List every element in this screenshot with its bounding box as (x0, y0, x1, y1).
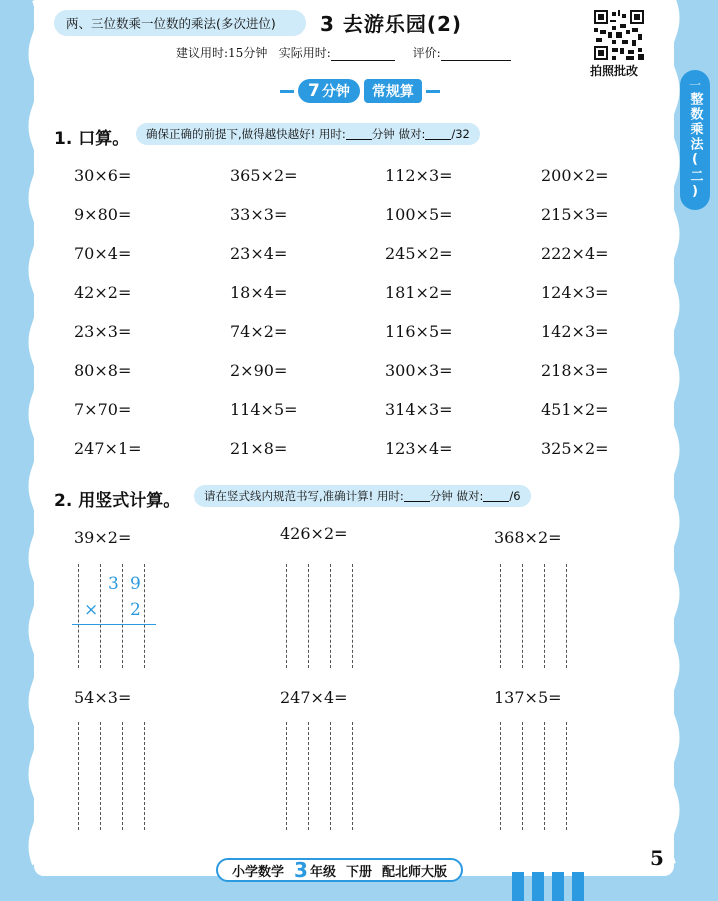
oral-calc-item[interactable]: 21×8= (230, 439, 288, 458)
vertical-work-area[interactable] (286, 722, 366, 830)
vertical-problem: 426×2= (280, 524, 348, 543)
vertical-work-area[interactable] (78, 722, 158, 830)
oral-calc-item[interactable]: 7×70= (74, 400, 132, 419)
oral-calc-item[interactable]: 112×3= (385, 166, 453, 185)
oral-calc-item[interactable]: 300×3= (385, 361, 453, 380)
vertical-problem: 137×5= (494, 688, 562, 707)
oral-calc-item[interactable]: 18×4= (230, 283, 288, 302)
oral-calc-item[interactable]: 451×2= (541, 400, 609, 419)
oral-calc-item[interactable]: 2×90= (230, 361, 288, 380)
oral-calc-item[interactable]: 80×8= (74, 361, 132, 380)
q2-time-blank[interactable] (404, 490, 430, 502)
oral-calc-item[interactable]: 74×2= (230, 322, 288, 341)
oral-calc-item[interactable]: 245×2= (385, 244, 453, 263)
q2-hint-text: 请在竖式线内规范书写,准确计算! 用时: (204, 489, 404, 503)
example-times-sign: × (84, 600, 99, 620)
q2-hint (194, 485, 531, 507)
footer-edition: 配北师大版 (381, 864, 447, 880)
suggested-time: 建议用时:15分钟 (176, 46, 268, 60)
example-digit: 9 (130, 574, 141, 594)
q1-hint-total: /32 (451, 127, 470, 141)
oral-calc-item[interactable]: 325×2= (541, 439, 609, 458)
wavy-border-left (28, 0, 42, 876)
rating-blank[interactable] (441, 48, 511, 61)
actual-time-blank[interactable] (331, 48, 395, 61)
side-tab-number: 一 (688, 78, 701, 92)
vertical-problem: 247×4= (280, 688, 348, 707)
vertical-work-area[interactable] (78, 564, 158, 668)
q2-hint-mid: 分钟 做对: (429, 489, 484, 503)
q1-hint (136, 123, 480, 145)
footer-subject: 小学数学 (232, 864, 285, 880)
oral-calc-item[interactable]: 9×80= (74, 205, 132, 224)
oral-calc-item[interactable]: 181×2= (385, 283, 453, 302)
example-digit: 3 (108, 574, 119, 594)
oral-calc-item[interactable]: 247×1= (74, 439, 142, 458)
q1-hint-mid: 分钟 做对: (371, 127, 426, 141)
qr-code-icon[interactable] (594, 10, 644, 60)
q2-hint-total: /6 (509, 489, 521, 503)
oral-calc-item[interactable]: 124×3= (541, 283, 609, 302)
footer-grade: 年级 (309, 864, 336, 880)
section-header (280, 78, 440, 104)
chapter-side-tab (680, 70, 710, 210)
oral-calc-item[interactable]: 42×2= (74, 283, 132, 302)
oral-calc-item[interactable]: 23×4= (230, 244, 288, 263)
oral-calc-item[interactable]: 70×4= (74, 244, 132, 263)
q2-score-blank[interactable] (483, 490, 509, 502)
vertical-work-area[interactable] (500, 722, 580, 830)
section-dash-left (280, 90, 294, 93)
oral-calc-item[interactable]: 116×5= (385, 322, 453, 341)
topic-text: 两、三位数乘一位数的乘法(多次进位) (66, 16, 276, 31)
vertical-work-area[interactable] (286, 564, 366, 668)
page-number: 5 (650, 846, 664, 870)
q2-title: 2. 用竖式计算。 (54, 491, 181, 511)
oral-calc-item[interactable]: 100×5= (385, 205, 453, 224)
oral-calc-item[interactable]: 114×5= (230, 400, 298, 419)
time-badge-number: 7 (308, 81, 320, 101)
wavy-border-right (666, 0, 680, 876)
oral-calc-item[interactable]: 218×3= (541, 361, 609, 380)
book-footer (216, 858, 463, 882)
oral-calc-item[interactable]: 33×3= (230, 205, 288, 224)
vertical-work-area[interactable] (500, 564, 580, 668)
oral-calc-item[interactable]: 142×3= (541, 322, 609, 341)
time-badge (298, 79, 360, 103)
lesson-title: 3 去游乐园(2) (320, 12, 463, 36)
example-rule (72, 624, 156, 625)
q1-title: 1. 口算。 (54, 129, 130, 149)
topic-pill (54, 10, 306, 36)
actual-time-label: 实际用时: (278, 46, 331, 60)
vertical-problem: 368×2= (494, 528, 562, 547)
oral-calc-item[interactable]: 200×2= (541, 166, 609, 185)
side-tab-text: 整数乘法(二) (687, 92, 703, 201)
oral-calc-item[interactable]: 215×3= (541, 205, 609, 224)
vertical-problem: 39×2= (74, 528, 132, 547)
vertical-problem: 54×3= (74, 688, 132, 707)
time-badge-unit: 分钟 (321, 84, 350, 100)
example-digit: 2 (130, 600, 141, 620)
section-dash-right (426, 90, 440, 93)
rating-label: 评价: (412, 46, 441, 60)
qr-label: 拍照批改 (590, 64, 639, 78)
oral-calc-item[interactable]: 30×6= (74, 166, 132, 185)
oral-calc-item[interactable]: 123×4= (385, 439, 453, 458)
oral-calc-item[interactable]: 314×3= (385, 400, 453, 419)
footer-grade-number: 3 (294, 858, 308, 882)
section-label: 常规算 (364, 79, 422, 103)
time-rating-line (176, 44, 511, 61)
oral-calc-item[interactable]: 23×3= (74, 322, 132, 341)
oral-calc-item[interactable]: 222×4= (541, 244, 609, 263)
q1-score-blank[interactable] (425, 128, 451, 140)
q1-time-blank[interactable] (346, 128, 372, 140)
oral-calc-item[interactable]: 365×2= (230, 166, 298, 185)
q1-hint-text: 确保正确的前提下,做得越快越好! 用时: (146, 127, 346, 141)
footer-term: 下册 (345, 864, 372, 880)
